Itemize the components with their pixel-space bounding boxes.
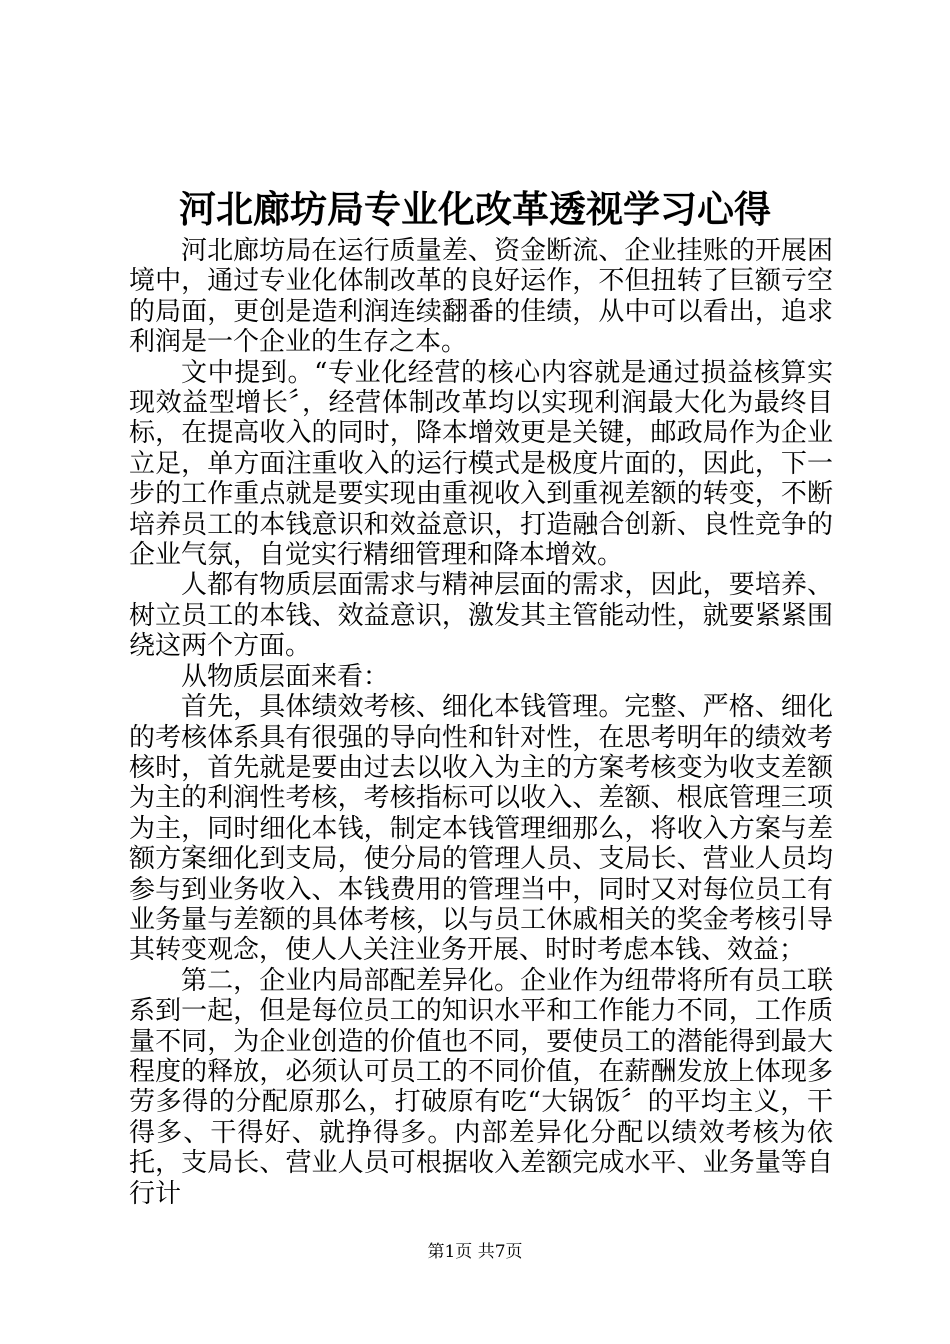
paragraph-quote: 文中提到。“专业化经营的核心内容就是通过损益核算实现效益型增长〞，经营体制改革均以实现利润最大化为最终目标，在提高收入的同时，降本增效更是关键，邮政局作为企业立足，单方面注重收入的运行模式是极度片面的，因此，下一步的工作重点就是要实现由重视收入到重视差额的转变，不断培养员工的本钱意识和效益意识，打造融合创新、良性竞争的企业气氛，自觉实行精细管理和降本增效。 — [129, 357, 833, 571]
document-body — [129, 236, 833, 1209]
document-title: 河北廊坊局专业化改革透视学习心得 — [179, 187, 771, 231]
paragraph-second-point: 第二，企业内局部配差异化。企业作为纽带将所有员工联系到一起，但是每位员工的知识水平和工作能力不同，工作质量不同，为企业创造的价值也不同，要使员工的潜能得到最大程度的释放，必须认可员工的不同价值，在薪酬发放上体现多劳多得的分配原那么，打破原有吃“大锅饭〞的平均主义，干得多、干得好、就挣得多。内部差异化分配以绩效考核为依托，支局长、营业人员可根据收入差额完成水平、业务量等自行计 — [129, 965, 833, 1209]
paragraph-intro: 河北廊坊局在运行质量差、资金断流、企业挂账的开展困境中，通过专业化体制改革的良好运作，不但扭转了巨额亏空的局面，更创是造利润连续翻番的佳绩，从中可以看出，追求利润是一个企业的生存之本。 — [129, 236, 833, 358]
paragraph-material-heading: 从物质层面来看： — [181, 661, 390, 692]
paragraph-first-point: 首先，具体绩效考核、细化本钱管理。完整、严格、细化的考核体系具有很强的导向性和针对性，在思考明年的绩效考核时，首先就是要由过去以收入为主的方案考核变为收支差额为主的利润性考核，考核指标可以收入、差额、根底管理三项为主，同时细化本钱，制定本钱管理细那么，将收入方案与差额方案细化到支局，使分局的管理人员、支局长、营业人员均参与到业务收入、本钱费用的管理当中，同时又对每位员工有业务量与差额的具体考核，以与员工休戚相关的奖金考核引导其转变观念，使人人关注业务开展、时时考虑本钱、效益； — [129, 692, 833, 966]
paragraph-needs: 人都有物质层面需求与精神层面的需求，因此，要培养、树立员工的本钱、效益意识，激发其主管能动性，就要紧紧围绕这两个方面。 — [129, 570, 833, 662]
page-number-footer: 第1页 共7页 — [427, 1242, 523, 1262]
